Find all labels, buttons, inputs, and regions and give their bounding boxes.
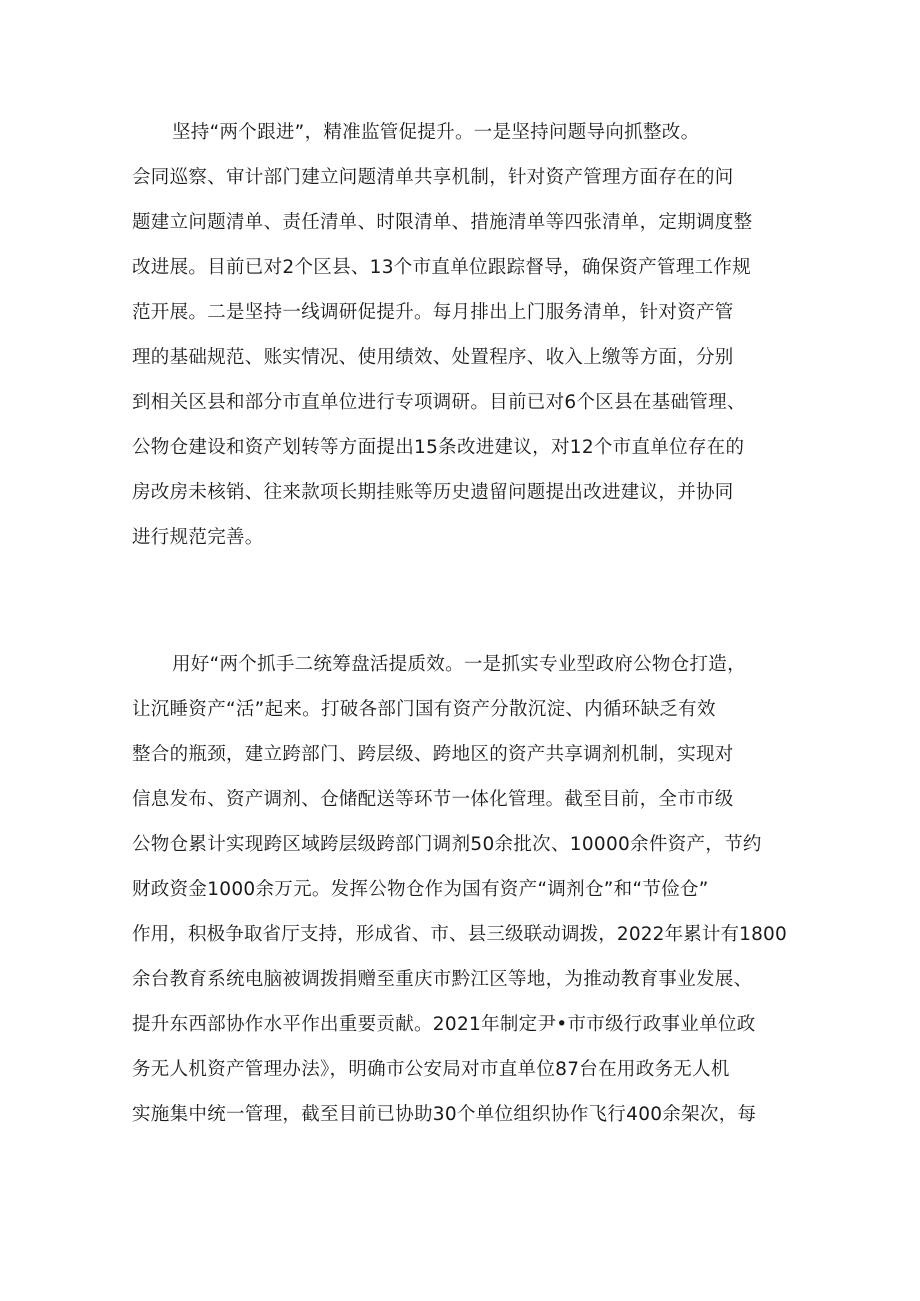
paragraph-line: 实施集中统一管理，截至目前已协助30个单位组织协作飞行400余架次，每: [132, 1104, 757, 1125]
paragraph-line: 会同巡察、审计部门建立问题清单共享机制，针对资产管理方面存在的问: [132, 167, 734, 188]
paragraph-line: 信息发布、资产调剂、仓储配送等环节一体化管理。截至目前，全市市级: [132, 789, 734, 810]
paragraph-two-follow-ups: [132, 110, 792, 560]
paragraph-line: 余台教育系统电脑被调拨捐赠至重庆市黔江区等地，为推动教育事业发展、: [132, 969, 753, 990]
paragraph-line: 用好“两个抓手二统筹盘活提质效。一是抓实专业型政府公物仓打造，: [172, 654, 746, 675]
paragraph-line: 提升东西部协作水平作出重要贡献。2021年制定尹•市市级行政事业单位政: [132, 1014, 756, 1035]
paragraph-line: 题建立问题清单、责任清单、时限清单、措施清单等四张清单，定期调度整: [132, 212, 753, 233]
paragraph-line: 理的基础规范、账实情况、使用绩效、处置程序、收入上缴等方面，分别: [132, 347, 734, 368]
paragraph-line: 整合的瓶颈，建立跨部门、跨层级、跨地区的资产共享调剂机制，实现对: [132, 744, 734, 765]
paragraph-line: 范开展。二是坚持一线调研促提升。每月排出上门服务清单，针对资产管: [132, 302, 734, 323]
paragraph-line: 务无人机资产管理办法》，明确市公安局对市直单位87台在用政务无人机: [132, 1059, 730, 1080]
paragraph-two-levers: [132, 642, 792, 1137]
paragraph-line: 让沉睡资产“活”起来。打破各部门国有资产分散沉淀、内循环缺乏有效: [132, 699, 716, 720]
paragraph-line: 到相关区县和部分市直单位进行专项调研。目前已对6个区县在基础管理、: [132, 392, 746, 413]
paragraph-line: 作用，积极争取省厅支持，形成省、市、县三级联动调拨，2022年累计有1800: [132, 924, 787, 945]
paragraph-line: 公物仓建设和资产划转等方面提出15条改进建议，对12个市直单位存在的: [132, 437, 745, 458]
paragraph-line: 改进展。目前已对2个区县、13个市直单位跟踪督导，确保资产管理工作规: [132, 257, 752, 278]
paragraph-line: 坚持“两个跟进”，精准监管促提升。一是坚持问题导向抓整改。: [172, 122, 700, 143]
paragraph-line: 房改房未核销、往来款项长期挂账等历史遗留问题提出改进建议，并协同: [132, 482, 734, 503]
paragraph-line: 财政资金1000余万元。发挥公物仓作为国有资产“调剂仓”和“节俭仓”: [132, 879, 709, 900]
paragraph-line: 进行规范完善。: [132, 527, 264, 548]
paragraph-line: 公物仓累计实现跨区域跨层级跨部门调剂50余批次、10000余件资产，节约: [132, 834, 762, 855]
